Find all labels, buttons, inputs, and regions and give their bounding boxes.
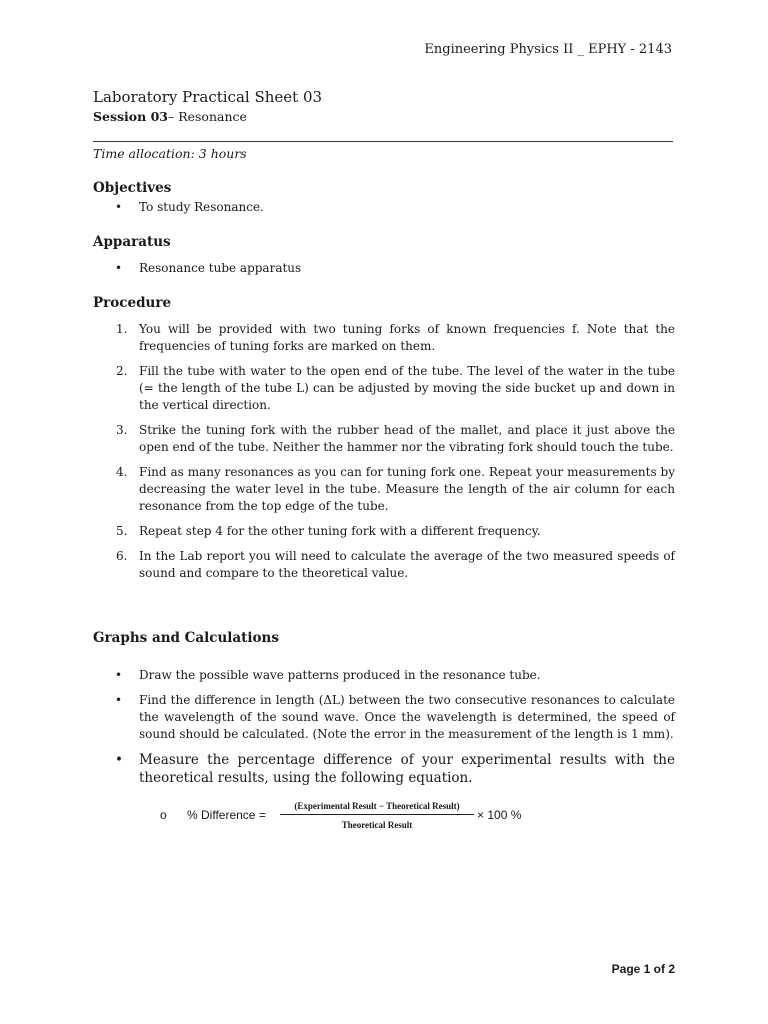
equation-rhs: × 100 %: [477, 808, 522, 822]
course-header: Engineering Physics II _ EPHY - 2143: [424, 42, 672, 57]
apparatus-item: • Resonance tube apparatus: [93, 260, 675, 277]
step-text: Strike the tuning fork with the rubber head of the mallet, and place it just above the open end of the tube. Neither the hammer nor the vibrating fork should touch the tube.: [139, 423, 675, 454]
equation-fraction: [280, 801, 474, 830]
step-number: 1.: [116, 322, 128, 336]
step-number: 6.: [116, 549, 128, 563]
procedure-step: [93, 548, 675, 582]
procedure-step: [93, 523, 675, 540]
step-number: 2.: [116, 364, 128, 378]
equation-numerator: (Experimental Result − Theoretical Result): [280, 801, 474, 815]
procedure-heading: Procedure: [93, 295, 172, 311]
equation-lhs: % Difference =: [187, 808, 266, 822]
objective-item: • To study Resonance.: [93, 199, 675, 216]
procedure-step: [93, 321, 675, 355]
graphs-list: [93, 667, 675, 795]
graphs-heading: Graphs and Calculations: [93, 630, 279, 646]
step-number: 3.: [116, 423, 128, 437]
objectives-heading: Objectives: [93, 180, 172, 196]
step-text: Fill the tube with water to the open end of the tube. The level of the water in the tube (= the length of the tube L) can be adjusted by moving the side bucket up and down in the vertical direction.: [139, 364, 675, 412]
procedure-step: [93, 422, 675, 456]
step-number: 4.: [116, 465, 128, 479]
session-line: [93, 109, 247, 124]
procedure-step: [93, 464, 675, 515]
page-number: Page 1 of 2: [611, 962, 675, 976]
apparatus-list: [93, 260, 675, 277]
apparatus-heading: Apparatus: [93, 234, 171, 250]
step-text: Repeat step 4 for the other tuning fork with a different frequency.: [139, 524, 541, 538]
step-text: You will be provided with two tuning forks of known frequencies f. Note that the frequencies of tuning forks are marked on them.: [139, 322, 675, 353]
sheet-title: Laboratory Practical Sheet 03: [93, 88, 323, 106]
equation-denominator: Theoretical Result: [341, 820, 413, 830]
sub-bullet-marker: o: [160, 808, 167, 822]
step-text: Find as many resonances as you can for tuning fork one. Repeat your measurements by decreasing the water level in the tube. Measure the length of the air column for each resonance from the top edge of the tube.: [139, 465, 675, 513]
procedure-list: [93, 321, 675, 590]
time-allocation: Time allocation: 3 hours: [93, 146, 247, 161]
graphs-item: • Measure the percentage difference of your experimental results with the theoretical results, using the following equation.: [93, 751, 675, 787]
step-number: 5.: [116, 524, 128, 538]
step-text: In the Lab report you will need to calculate the average of the two measured speeds of sound and compare to the theoretical value.: [139, 549, 675, 580]
procedure-step: [93, 363, 675, 414]
graphs-item: • Draw the possible wave patterns produced in the resonance tube.: [93, 667, 675, 684]
objectives-list: [93, 199, 675, 216]
divider: [93, 141, 673, 142]
session-label: Session 03: [93, 109, 168, 124]
session-topic: – Resonance: [167, 109, 247, 124]
graphs-item: • Find the difference in length (ΔL) between the two consecutive resonances to calculate the wavelength of the sound wave. Once the wavelength is determined, the speed of sound should be calculated. (Note the error in the measurement of the length is 1 mm).: [93, 692, 675, 743]
